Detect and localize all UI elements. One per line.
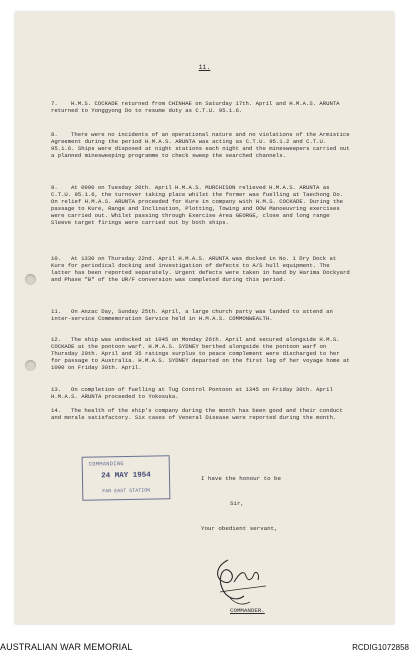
- paragraph-13: 13. On completion of fuelling at Tug Control Pontoon at 1345 on Friday 30th. April H.M.A.S. ARUNTA proceeded to Yokosuka.: [51, 386, 333, 400]
- closing-honour: I have the honour to be: [201, 475, 282, 482]
- document-page: [15, 12, 394, 624]
- paragraph-11: 11. On Anzac Day, Sunday 25th. April, a large church party was landed to attend an inter-service Commemoration Service held in H.M.A.S. COMMONWEALTH.: [51, 308, 333, 322]
- paragraph-8: 8. There were no incidents of an operational nature and no violations of the Armistice Agreement during the period H.M.A.S. ARUNTA was acting as C.T.U. 95.1.2 and C.T.U. 95.1.6. Ships were disposed at night stations each night and the minesweepers carried out a planned minesweeping programme to check sweep the searched channels.: [51, 131, 350, 159]
- closing-servant: Your obedient servant,: [201, 525, 278, 532]
- page-number: 11.: [198, 64, 211, 71]
- stamp-station: FAR EAST STATION: [102, 487, 151, 495]
- paragraph-9: 9. At 0900 on Tuesday 20th. April H.M.A.S. MURCHISON relieved H.M.A.S. ARUNTA as C.T.U. 95.1.6, the turnover taking place whilst the former was fuelling at Taechong Do. On relief H.M.A.S. ARUNTA proceeded for Kure in company with H.M.S. COCKADE. During the passage to Kure, Range and Inclination, Plotting, Towing and OOW Manoeuvring exercises were carried out. Whilst passing through Exercise Area GEORGE, close and long range Sleeve target firings were carried out by both ships.: [51, 184, 344, 226]
- punch-hole: [25, 360, 36, 371]
- paragraph-10: 10. At 1330 on Thursday 22nd. April H.M.A.S. ARUNTA was docked in No. 1 Dry Dock at Kure for periodical docking and investigation of defects to A/S hull equipment. The latter has been reported separately. Urgent defects were taken in hand by Harima Dockyard and Phase "B" of the UR/F conversion was completed during this period.: [51, 255, 350, 283]
- signature: [210, 552, 270, 612]
- paragraph-14: 14. The health of the ship's company during the month has been good and their conduct and morale satisfactory. Six cases of Veneral Disease were reported during the month.: [51, 407, 343, 421]
- footer-archive-name: AUSTRALIAN WAR MEMORIAL: [0, 642, 133, 652]
- date-received-stamp: [82, 455, 171, 501]
- signatory-title: COMMANDER.: [230, 607, 265, 614]
- paragraph-7: 7. H.M.S. COCKADE returned from CHINHAE on Saturday 17th. April and H.M.A.S. ARUNTA returned to Yonggyong Do to resume duty as C.T.U. 95.1.6.: [51, 100, 340, 114]
- closing-salutation: Sir,: [230, 500, 244, 507]
- punch-hole: [25, 274, 36, 285]
- footer-record-id: RCDIG1072858: [352, 643, 409, 652]
- stamp-header: COMMANDING: [88, 460, 124, 468]
- stamp-date: 24 MAY 1954: [101, 471, 151, 481]
- paragraph-12: 12. The ship was undocked at 1045 on Monday 26th. April and secured alongside H.M.S. COCKADE at the pontoon warf. H.M.A.S. SYDNEY berthed alongside the pontoon warf on Thursday 29th. April and 35 ratings surplus to peace complement were discharged to her for passage to Australia. H.M.A.S. SYDNEY departed on the first leg of her voyage home at 1000 on Friday 30th. April.: [51, 336, 350, 371]
